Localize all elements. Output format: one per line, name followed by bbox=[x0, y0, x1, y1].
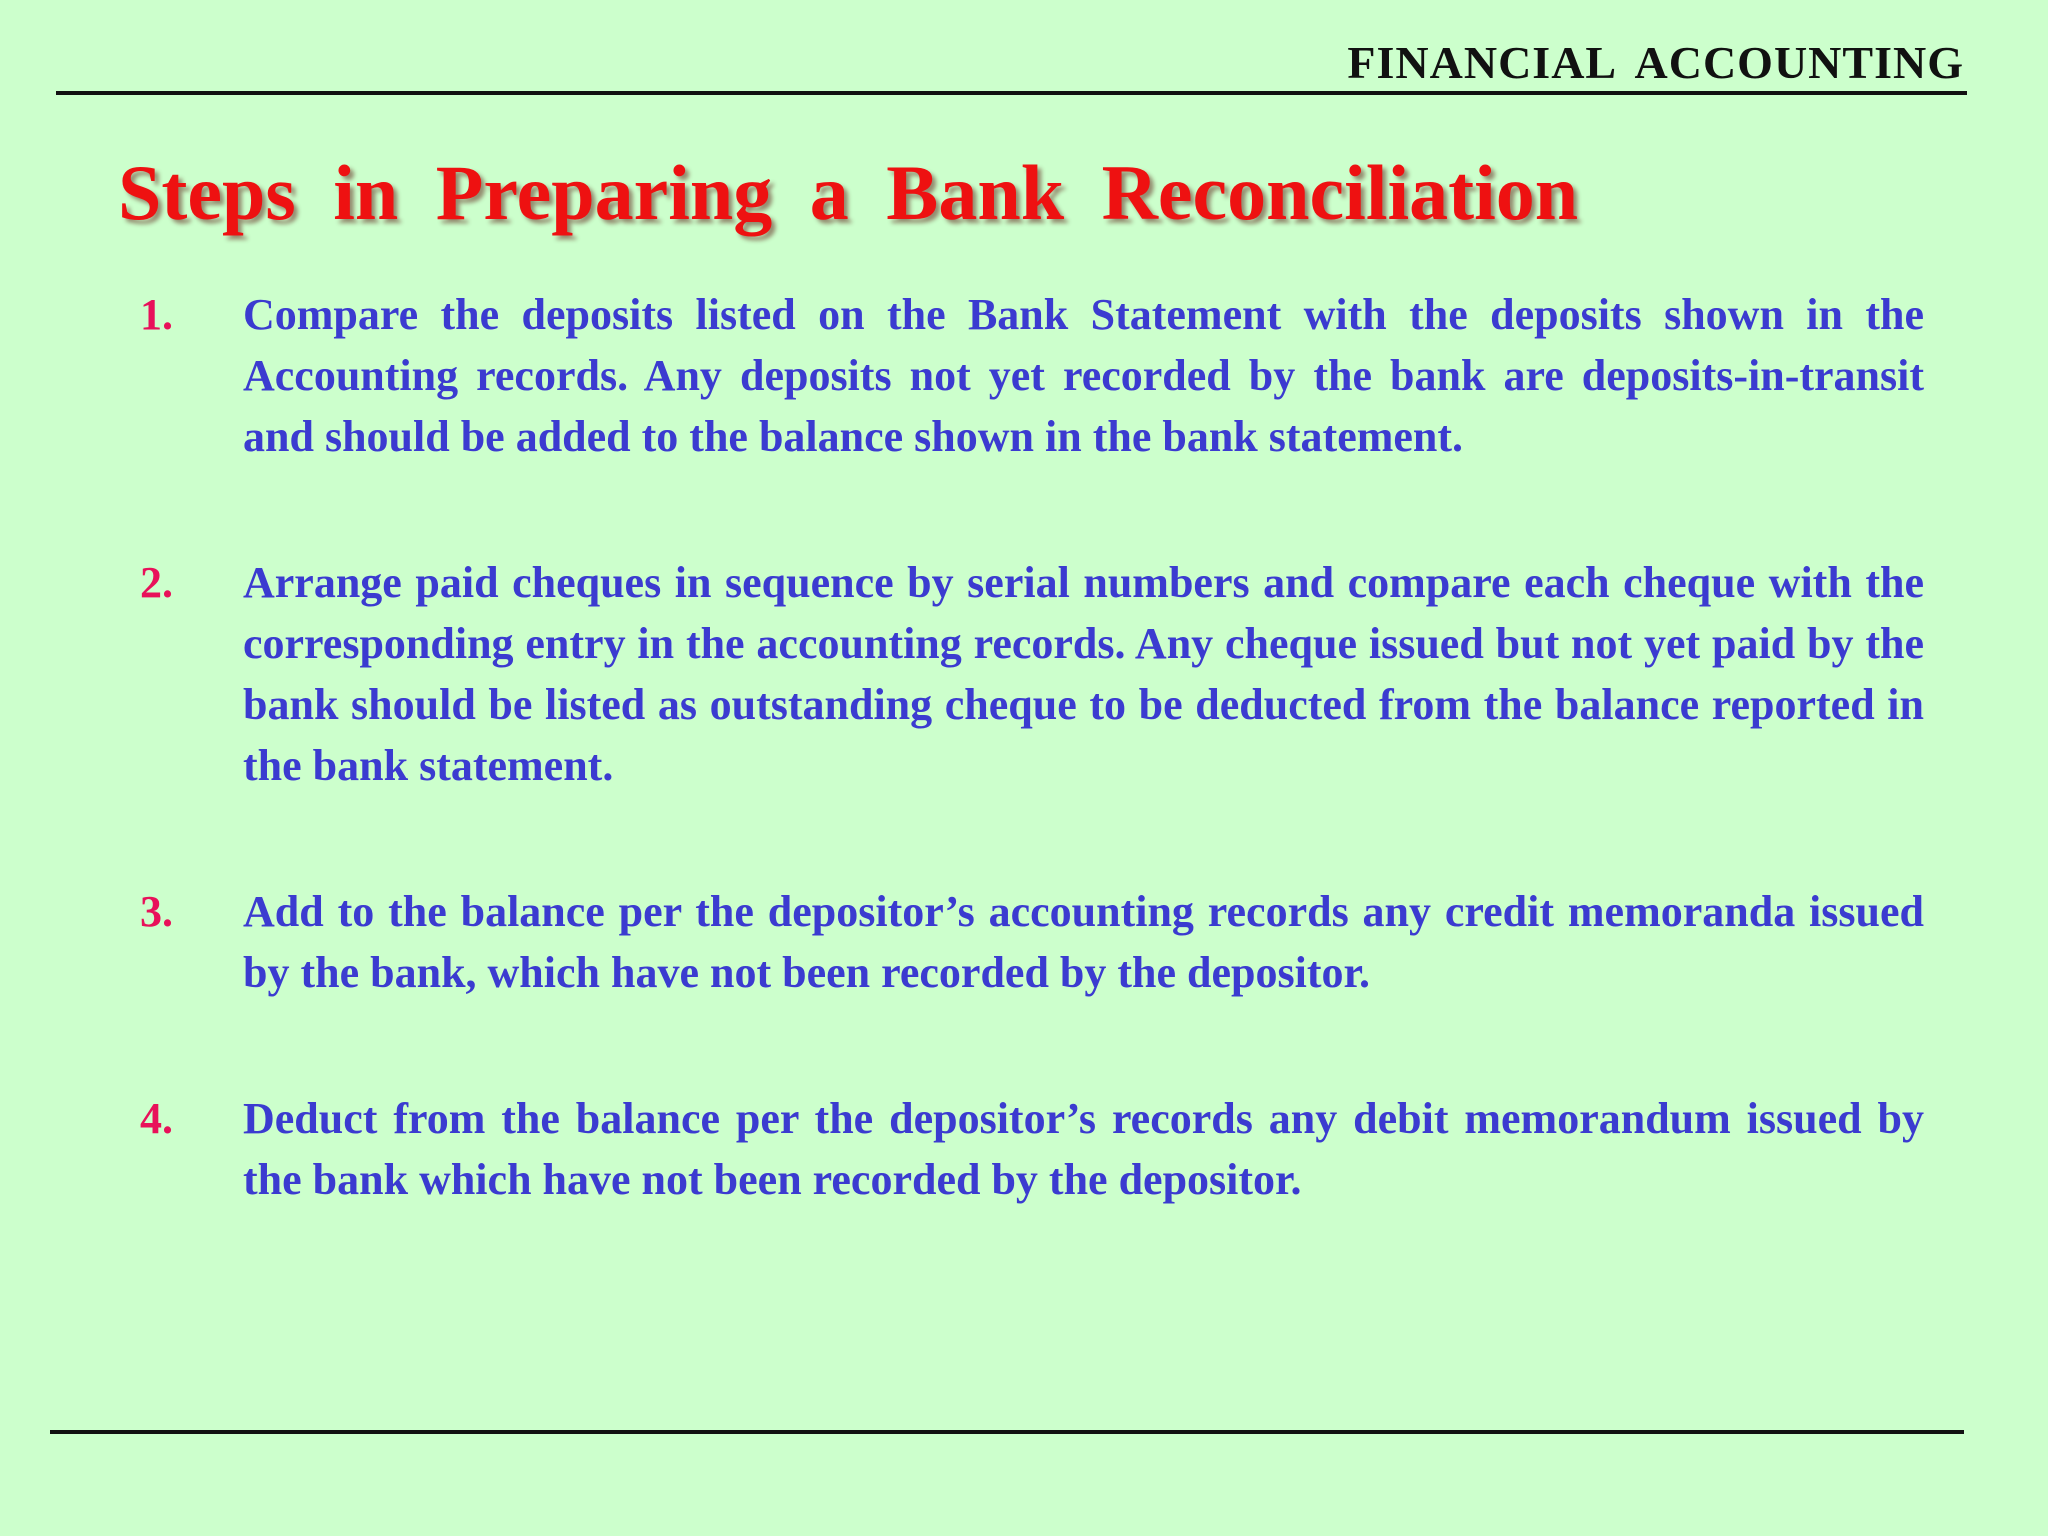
step-number: 1. bbox=[140, 290, 173, 339]
step-item-1 bbox=[0, 284, 2048, 467]
step-item-4 bbox=[0, 1088, 2048, 1210]
step-text: Compare the deposits listed on the Bank Statement with the deposits shown in the Accounting records. Any deposits not yet recorded by the bank are deposits-in-transit and should be added to the balance shown in the bank statement. bbox=[243, 290, 1924, 461]
steps-list bbox=[0, 284, 2048, 1295]
step-text: Deduct from the balance per the depositor’s records any debit memorandum issued by the bank which have not been recorded by the depositor. bbox=[243, 1094, 1924, 1204]
step-text: Add to the balance per the depositor’s accounting records any credit memoranda issued by the bank, which have not been recorded by the depositor. bbox=[243, 887, 1924, 997]
slide-title: Steps in Preparing a Bank Reconciliation bbox=[118, 149, 1579, 236]
step-number: 2. bbox=[140, 558, 173, 607]
course-title: FINANCIAL ACCOUNTING bbox=[1347, 37, 1964, 88]
step-item-2 bbox=[0, 552, 2048, 796]
footer-divider bbox=[50, 1430, 1964, 1434]
step-number: 3. bbox=[140, 887, 173, 936]
step-text: Arrange paid cheques in sequence by serial numbers and compare each cheque with the corresponding entry in the accounting records. Any cheque issued but not yet paid by the bank should be listed as outstanding cheque to be deducted from the balance reported in the bank statement. bbox=[243, 558, 1924, 790]
step-number: 4. bbox=[140, 1094, 173, 1143]
header-divider bbox=[56, 91, 1967, 95]
step-item-3 bbox=[0, 881, 2048, 1003]
